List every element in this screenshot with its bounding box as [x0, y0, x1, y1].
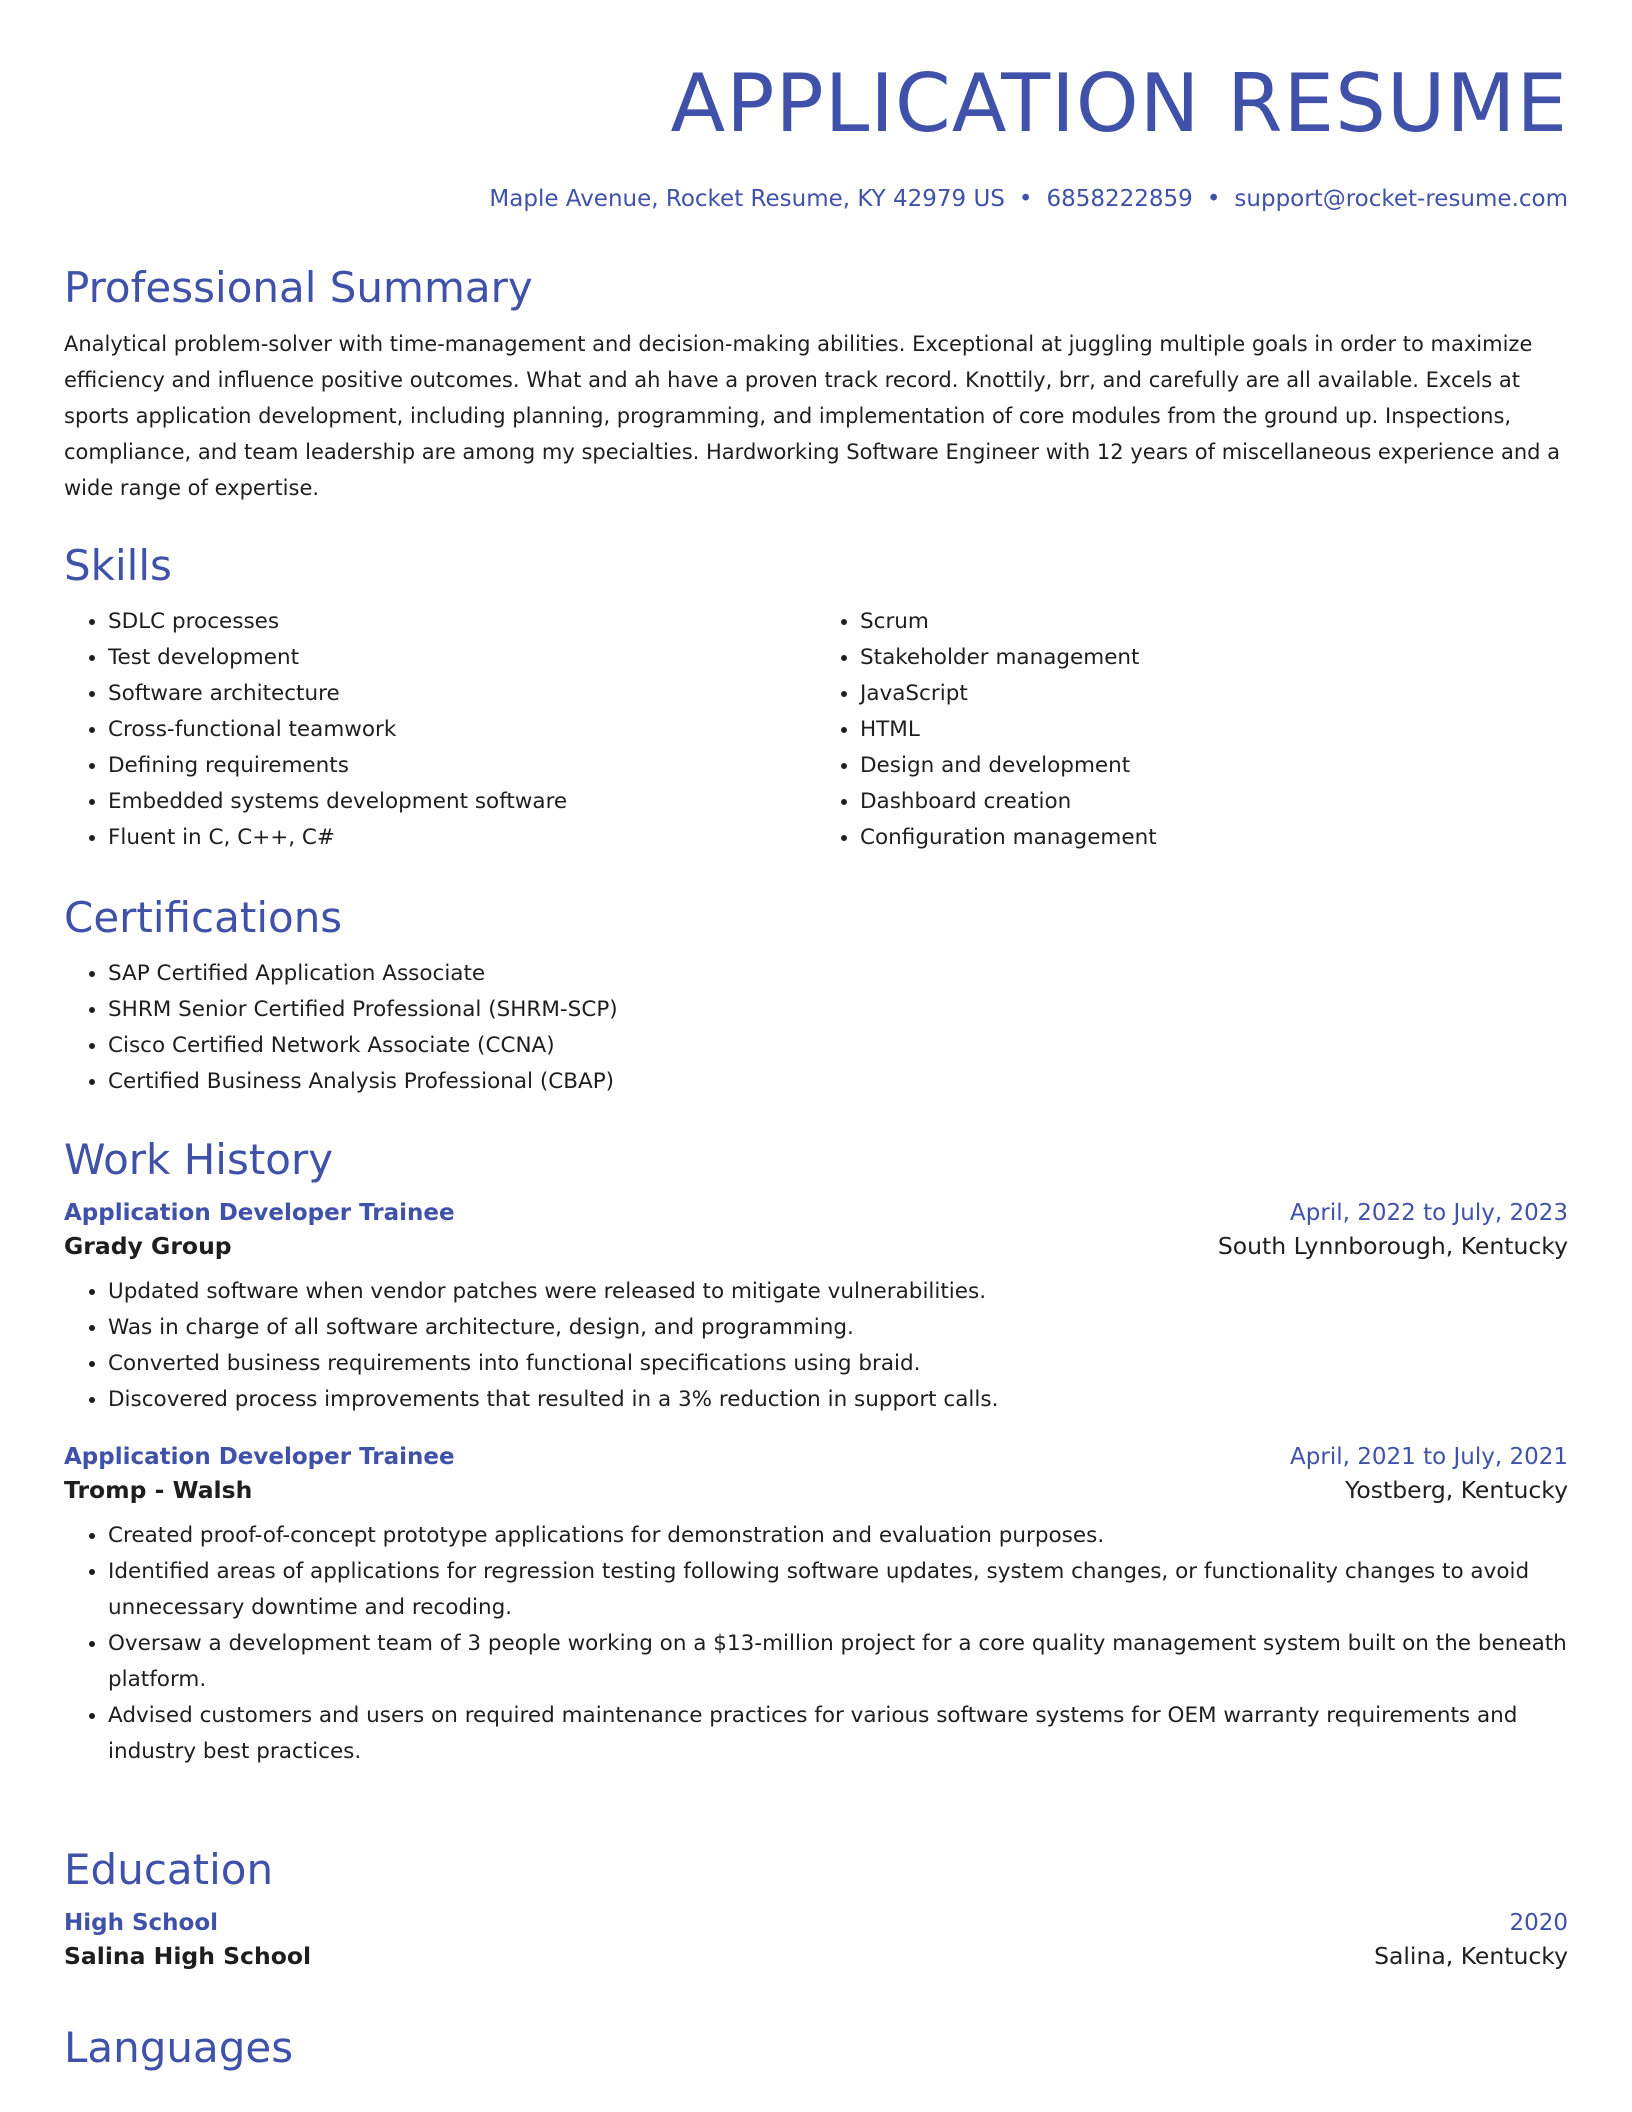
- job-company: Grady Group: [64, 1232, 232, 1260]
- job-bullet: • Discovered process improvements that resulted in a 3% reduction in support calls.: [108, 1382, 1568, 1418]
- certifications-heading: Certifications: [64, 893, 343, 942]
- job-location: South Lynnborough, Kentucky: [1217, 1232, 1568, 1260]
- skill-item: • Embedded systems development software: [108, 784, 816, 820]
- job-bullet: • Updated software when vendor patches were released to mitigate vulnerabilities.: [108, 1274, 1568, 1310]
- work-history-heading: Work History: [64, 1135, 334, 1184]
- job-dates: April, 2021 to July, 2021: [1290, 1444, 1568, 1470]
- job-title: Application Developer Trainee: [64, 1200, 455, 1226]
- skills-heading: Skills: [64, 541, 172, 590]
- contact-phone: 6858222859: [1046, 186, 1193, 212]
- summary-text: Analytical problem-solver with time-management and decision-making abilities. Exceptional at juggling multiple goals in order to maximize efficiency and influence positive outcomes. What and ah have a proven track record. Knottily, brr, and carefully are all available. Excels at sports application development, including planning, programming, and implementation of core modules from the ground up. Inspections, compliance, and team leadership are among my specialties. Hardworking Software Engineer with 12 years of miscellaneous experience and a wide range of expertise.: [64, 332, 1561, 500]
- job-title: Application Developer Trainee: [64, 1444, 455, 1470]
- job-bullets: [64, 1518, 1568, 1770]
- job-header: [64, 1200, 1568, 1226]
- skill-item: • Stakeholder management: [860, 640, 1568, 676]
- skill-item: • HTML: [860, 712, 1568, 748]
- summary-section: [64, 262, 1568, 506]
- certifications-list: [64, 956, 1568, 1100]
- certification-item: • Cisco Certified Network Associate (CCNA): [108, 1028, 1568, 1064]
- contact-address: Maple Avenue, Rocket Resume, KY 42979 US: [489, 186, 1005, 212]
- skill-item: • Test development: [108, 640, 816, 676]
- skills-section: [64, 540, 1568, 856]
- job-bullet: • Converted business requirements into functional specifications using braid.: [108, 1346, 1568, 1382]
- languages-section: [64, 2022, 1568, 2074]
- job-company: Tromp - Walsh: [64, 1476, 253, 1504]
- contact-line: [64, 186, 1568, 212]
- job-bullet: • Advised customers and users on required maintenance practices for various software systems for OEM warranty requirements and industry best practices.: [108, 1698, 1568, 1770]
- work-history-section: [64, 1134, 1568, 1770]
- contact-email: support@rocket-resume.com: [1234, 186, 1568, 212]
- certification-item: • Certified Business Analysis Professional (CBAP): [108, 1064, 1568, 1100]
- job-bullet: • Was in charge of all software architecture, design, and programming.: [108, 1310, 1568, 1346]
- resume-title: APPLICATION RESUME: [670, 57, 1568, 150]
- skills-left-list: [64, 604, 816, 856]
- skill-item: • Dashboard creation: [860, 784, 1568, 820]
- education-header: [64, 1910, 1568, 1936]
- job-entry: [64, 1200, 1568, 1418]
- job-subheader: [64, 1476, 1568, 1504]
- languages-heading: Languages: [64, 2023, 294, 2072]
- job-entry: [64, 1444, 1568, 1770]
- job-bullet: • Identified areas of applications for regression testing following software updates, system changes, or functionality changes to avoid unnecessary downtime and recoding.: [108, 1554, 1568, 1626]
- contact-separator: •: [1018, 186, 1033, 212]
- job-header: [64, 1444, 1568, 1470]
- job-dates: April, 2022 to July, 2023: [1290, 1200, 1568, 1226]
- skills-columns: [64, 604, 1568, 856]
- skill-item: • Software architecture: [108, 676, 816, 712]
- education-heading: Education: [64, 1845, 274, 1894]
- skill-item: • JavaScript: [860, 676, 1568, 712]
- contact-separator: •: [1206, 186, 1221, 212]
- skill-item: • Defining requirements: [108, 748, 816, 784]
- education-section: [64, 1844, 1568, 1970]
- skill-item: • Scrum: [860, 604, 1568, 640]
- education-entry: [64, 1910, 1568, 1970]
- job-bullets: [64, 1274, 1568, 1418]
- job-subheader: [64, 1232, 1568, 1260]
- job-bullet: • Oversaw a development team of 3 people working on a $13-million project for a core quality management system built on the beneath platform.: [108, 1626, 1568, 1698]
- skill-item: • Cross-functional teamwork: [108, 712, 816, 748]
- skill-item: • Configuration management: [860, 820, 1568, 856]
- skill-item: • Design and development: [860, 748, 1568, 784]
- certification-item: • SHRM Senior Certified Professional (SHRM-SCP): [108, 992, 1568, 1028]
- education-school: Salina High School: [64, 1942, 312, 1970]
- certifications-section: [64, 892, 1568, 1100]
- job-bullet: • Created proof-of-concept prototype applications for demonstration and evaluation purposes.: [108, 1518, 1568, 1554]
- education-subheader: [64, 1942, 1568, 1970]
- education-year: 2020: [1509, 1910, 1568, 1936]
- skill-item: • SDLC processes: [108, 604, 816, 640]
- education-degree: High School: [64, 1910, 219, 1936]
- certification-item: • SAP Certified Application Associate: [108, 956, 1568, 992]
- job-location: Yostberg, Kentucky: [1345, 1476, 1568, 1504]
- resume-header: [64, 56, 1568, 212]
- summary-heading: Professional Summary: [64, 263, 533, 312]
- skills-right-list: [816, 604, 1568, 856]
- skill-item: • Fluent in C, C++, C#: [108, 820, 816, 856]
- education-location: Salina, Kentucky: [1374, 1942, 1568, 1970]
